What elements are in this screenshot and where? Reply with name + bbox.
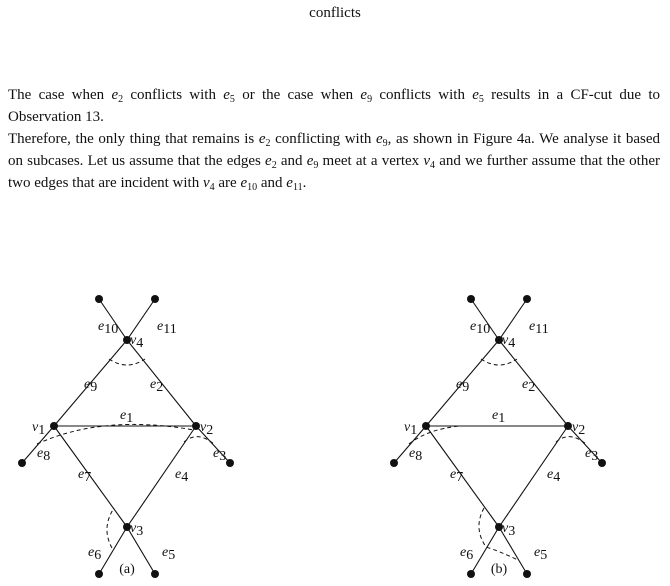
edge-label-e10: e10 (98, 319, 119, 337)
figure-b (380, 286, 640, 581)
endpoint-t6 (467, 570, 475, 578)
vertex-v1 (422, 422, 430, 430)
vertex-label-v3: v3 (502, 521, 516, 539)
endpoint-t6 (95, 570, 103, 578)
graph-figure-b (380, 286, 640, 581)
edge-label-e3: e3 (213, 446, 227, 464)
edge-label-e5: e5 (162, 545, 176, 563)
endpoint-t5 (523, 570, 531, 578)
edge-label-e9: e9 (456, 377, 470, 395)
vertex-label-v3: v3 (130, 521, 144, 539)
vertex-v1 (50, 422, 58, 430)
edge-label-e1: e1 (492, 408, 506, 426)
edge-label-e10: e10 (470, 319, 491, 337)
edge-label-e9: e9 (84, 377, 98, 395)
conflict-e6-e7 (107, 508, 114, 548)
endpoint-t10 (467, 295, 475, 303)
graph-figure-a (8, 286, 268, 581)
edge-label-e4: e4 (175, 467, 189, 485)
vertex-label-v4: v4 (130, 333, 144, 351)
edge-label-e6: e6 (460, 545, 474, 563)
edge-label-e8: e8 (37, 446, 51, 464)
endpoint-t8 (390, 459, 398, 467)
endpoint-t11 (523, 295, 531, 303)
vertex-label-v1: v1 (404, 420, 418, 438)
endpoint-t3 (226, 459, 234, 467)
paragraph-subcases: Therefore, the only thing that remains is $e_2$ conflicting with $e_9$, as shown in Figure 4a. We analyse it based on subcases. Let us assume that the edges $e_2$ and $e_9$ meet at a vertex $v_4$ and we further assume that the other two edges that are incident with $v_4$ are $e_{10}$ and $e_{11}$. (8, 131, 660, 193)
edge-label-e1: e1 (120, 408, 134, 426)
vertex-v2 (564, 422, 572, 430)
graph-group (18, 295, 234, 578)
figure-caption: (b) (490, 562, 508, 577)
endpoint-t10 (95, 295, 103, 303)
edge-label-e11: e11 (529, 319, 549, 337)
edge-label-e3: e3 (585, 446, 599, 464)
figure-a (8, 286, 268, 581)
endpoint-t3 (598, 459, 606, 467)
vertex-label-v4: v4 (502, 333, 516, 351)
edge-label-e11: e11 (157, 319, 177, 337)
edge-label-e8: e8 (409, 446, 423, 464)
figure-caption: (a) (119, 562, 135, 577)
edge-label-e7: e7 (450, 467, 464, 485)
endpoint-t11 (151, 295, 159, 303)
vertex-label-v1: v1 (32, 420, 46, 438)
conflict-e2-e9 (481, 359, 517, 365)
vertex-v2 (192, 422, 200, 430)
conflict-e2-e9 (109, 359, 145, 365)
edge-label-e7: e7 (78, 467, 92, 485)
endpoint-t5 (151, 570, 159, 578)
edge-label-e2: e2 (522, 377, 536, 395)
endpoint-t8 (18, 459, 26, 467)
edge-label-e2: e2 (150, 377, 164, 395)
vertex-label-v2: v2 (200, 420, 214, 438)
graph-group (390, 295, 606, 578)
edge-label-e6: e6 (88, 545, 102, 563)
paragraph-cf-cut: The case when $e_2$ conflicts with $e_5$ or the case when $e_9$ conflicts with $e_5$ results in a CF-cut due to Observation 13. (8, 87, 660, 125)
vertex-label-v2: v2 (572, 420, 586, 438)
edge-label-e4: e4 (547, 467, 561, 485)
caption-continuation: conflicts (309, 5, 361, 21)
edge-label-e5: e5 (534, 545, 548, 563)
